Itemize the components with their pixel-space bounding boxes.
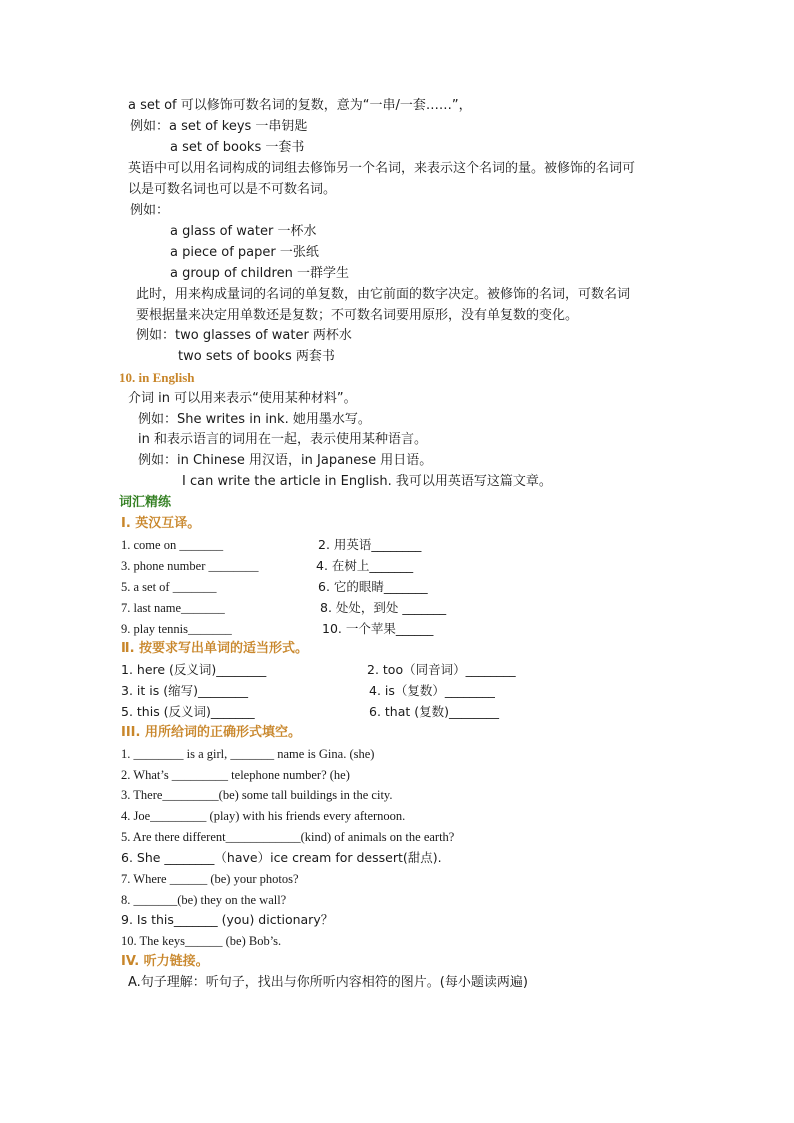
part3-title: III. 用所给词的正确形式填空。 [121, 725, 301, 740]
sec10-line-1: 介词 in 可以用来表示“使用某种材料”。 [128, 391, 357, 406]
part3-item-6: 6. She ________（have）ice cream for dessert(甜点). [121, 850, 442, 865]
part1-item-9: 9. play tennis_______ [121, 622, 232, 636]
part3-item-8: 8. _______(be) they on the wall? [121, 893, 287, 907]
sec10-line-2: 例如：She writes in ink. 她用墨水写。 [138, 412, 371, 427]
part3-item-7: 7. Where ______ (be) your photos? [121, 872, 299, 886]
part3-item-4: 4. Joe_________ (play) with his friends every afternoon. [121, 809, 406, 823]
intro-line-4: 英语中可以用名词构成的词组去修饰另一个名词，来表示这个名词的量。被修饰的名词可 [128, 161, 636, 176]
intro-line-1: a set of 可以修饰可数名词的复数，意为“一串/一套……”， [128, 98, 472, 113]
intro-line-13: two sets of books 两套书 [178, 349, 335, 364]
part2-item-1: 1. here (反义词)________ [121, 662, 267, 677]
part2-item-2: 2. too（同音词）________ [367, 662, 516, 677]
part2-item-5: 5. this (反义词)_______ [121, 704, 255, 719]
part3-item-3: 3. There_________(be) some tall buildings in the city. [121, 788, 393, 802]
part1-item-10: 10. 一个苹果______ [322, 621, 434, 636]
part4-title: IV. 听力链接。 [121, 954, 209, 969]
intro-line-2: 例如：a set of keys 一串钥匙 [130, 119, 308, 134]
intro-line-10: 此时，用来构成量词的名词的单复数，由它前面的数字决定。被修饰的名词，可数名词 [136, 287, 631, 302]
part2-item-6: 6. that (复数)________ [369, 704, 500, 719]
part1-item-7: 7. last name_______ [121, 601, 225, 615]
part3-item-1: 1. ________ is a girl, _______ name is Gina. (she) [121, 747, 375, 761]
part1-item-2: 2. 用英语________ [318, 537, 422, 552]
part2-item-4: 4. is（复数）________ [369, 683, 495, 698]
intro-line-9: a group of children 一群学生 [170, 266, 349, 281]
sec10-line-5: I can write the article in English. 我可以用英语写这篇文章。 [182, 474, 552, 489]
sec10-line-4: 例如：in Chinese 用汉语，in Japanese 用日语。 [138, 453, 433, 468]
part3-item-9: 9. Is this_______ (you) dictionary？ [121, 912, 334, 927]
intro-line-7: a glass of water 一杯水 [170, 224, 317, 239]
intro-line-5: 以是可数名词也可以是不可数名词。 [128, 182, 337, 197]
intro-line-3: a set of books 一套书 [170, 140, 305, 155]
intro-line-11: 要根据量来决定用单数还是复数；不可数名词要用原形，没有单复数的变化。 [136, 308, 579, 323]
part1-item-8: 8. 处处，到处 _______ [320, 600, 447, 615]
vocab-title: 词汇精练 [119, 495, 172, 510]
part2-title: Ⅱ. 按要求写出单词的适当形式。 [121, 641, 309, 656]
part3-item-2: 2. What’s _________ telephone number? (he) [121, 768, 350, 782]
sec10-line-3: in 和表示语言的词用在一起，表示使用某种语言。 [138, 432, 427, 447]
part4-line-1: A.句子理解：听句子，找出与你所听内容相符的图片。(每小题读两遍) [128, 975, 528, 990]
part3-item-10: 10. The keys______ (be) Bob’s. [121, 934, 282, 948]
part1-item-4: 4. 在树上_______ [316, 558, 414, 573]
part1-item-1: 1. come on _______ [121, 538, 224, 552]
section-10-title: 10. in English [119, 370, 195, 385]
intro-line-6: 例如： [130, 203, 170, 218]
part2-item-3: 3. it is (缩写)________ [121, 683, 248, 698]
intro-line-12: 例如：two glasses of water 两杯水 [136, 328, 352, 343]
intro-line-8: a piece of paper 一张纸 [170, 245, 319, 260]
part1-item-6: 6. 它的眼睛_______ [318, 579, 428, 594]
part3-item-5: 5. Are there different____________(kind) of animals on the earth? [121, 830, 455, 844]
part1-title: Ⅰ. 英汉互译。 [121, 516, 201, 531]
part1-item-3: 3. phone number ________ [121, 559, 259, 573]
part1-item-5: 5. a set of _______ [121, 580, 217, 594]
